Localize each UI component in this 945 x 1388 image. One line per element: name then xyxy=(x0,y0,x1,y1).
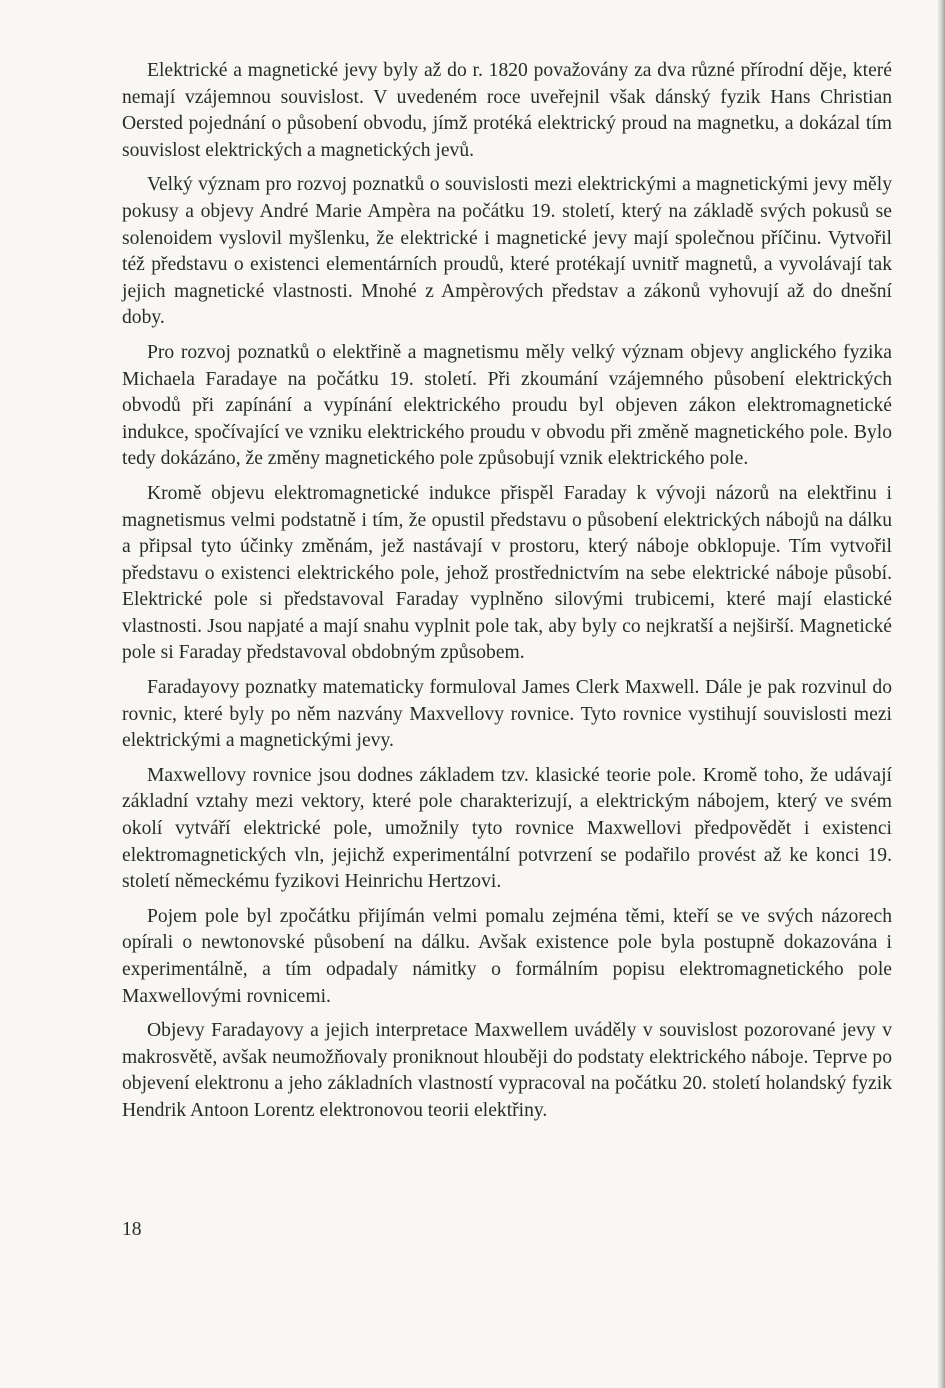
page-edge-shadow xyxy=(937,0,945,1388)
paragraph-5: Faradayovy poznatky matematicky formuloval James Clerk Maxwell. Dále je pak rozvinul do rovnic, které byly po něm nazvány Maxvellovy rovnice. Tyto rovnice vystihují souvislosti mezi elektrickými a magnetickými jevy. xyxy=(122,677,892,752)
paragraph-3: Pro rozvoj poznatků o elektřině a magnetismu měly velký význam objevy anglického fyzika Michaela Faradaye na počátku 19. století. Při zkoumání vzájemného působení elektrických obvodů při zapínání a vypínání elektrického proudu byl objeven zákon elektromagnetické indukce, spočívající ve vzniku elektrického proudu v obvodu při změně magnetického pole. Bylo tedy dokázáno, že změny magnetického pole způsobují vznik elektrického pole. xyxy=(122,341,892,470)
paragraph-6: Maxwellovy rovnice jsou dodnes základem tzv. klasické teorie pole. Kromě toho, že udávají základní vztahy mezi vektory, které pole charakterizují, a elektrickým nábojem, který ve svém okolí vytváří elektrické pole, umožnily tyto rovnice Maxwellovi předpovědět i existenci elektromagnetických vln, jejichž experimentální potvrzení se podařilo provést až ke konci 19. století německému fyzikovi Heinrichu Hertzovi. xyxy=(122,764,892,893)
page-number: 18 xyxy=(122,1219,142,1240)
paragraph-7: Pojem pole byl zpočátku přijímán velmi pomalu zejména těmi, kteří se ve svých názorech opírali o newtonovské působení na dálku. Avšak existence pole byla postupně dokazována i experimentálně, a tím odpadaly námitky o formálním popisu elektromagnetického pole Maxwellovými rovnicemi. xyxy=(122,905,892,1007)
paragraph-1: Elektrické a magnetické jevy byly až do r. 1820 považovány za dva různé přírodní děje, které nemají vzájemnou souvislost. V uvedeném roce uveřejnil však dánský fyzik Hans Christian Oersted pojednání o působení obvodu, jímž protéká elektrický proud na magnetku, a dokázal tím souvislost elektrických a magnetických jevů. xyxy=(122,60,892,161)
paragraph-8: Objevy Faradayovy a jejich interpretace Maxwellem uváděly v souvislost pozorované jevy v makrosvětě, avšak neumožňovaly proniknout hlouběji do podstaty elektrického náboje. Teprve po objevení elektronu a jeho základních vlastností vypracoval na počátku 20. století holandský fyzik Hendrik Antoon Lorentz elektronovou teorii elektřiny. xyxy=(122,1020,892,1121)
paragraph-2: Velký význam pro rozvoj poznatků o souvislosti mezi elektrickými a magnetickými jevy měly pokusy a objevy André Marie Ampèra na počátku 19. století, který na základě svých pokusů se solenoidem vyslovil myšlenku, že elektrické i magnetické jevy mají společnou příčinu. Vytvořil též představu o existenci elementárních proudů, které protékají uvnitř magnetů, a vyvolávají tak jejich magnetické vlastnosti. Mnohé z Ampèrových představ a zákonů vyhovují až do dnešní doby. xyxy=(122,174,892,329)
paragraph-4: Kromě objevu elektromagnetické indukce přispěl Faraday k vývoji názorů na elektřinu i magnetismus velmi podstatně i tím, že opustil představu o působení elektrických nábojů na dálku a připsal tyto účinky změnám, jež nastávají v prostoru, který náboje obklopuje. Tím vytvořil představu o existenci elektrického pole, jehož prostřednictvím na sebe elektrické náboje působí. Elektrické pole si představoval Faraday vyplněno silovými trubicemi, které mají elastické vlastnosti. Jsou napjaté a mají snahu vyplnit pole tak, aby byly co nejkratší a nejširší. Magnetické pole si Faraday představoval obdobným způsobem. xyxy=(122,482,892,664)
body-text xyxy=(122,58,892,1133)
